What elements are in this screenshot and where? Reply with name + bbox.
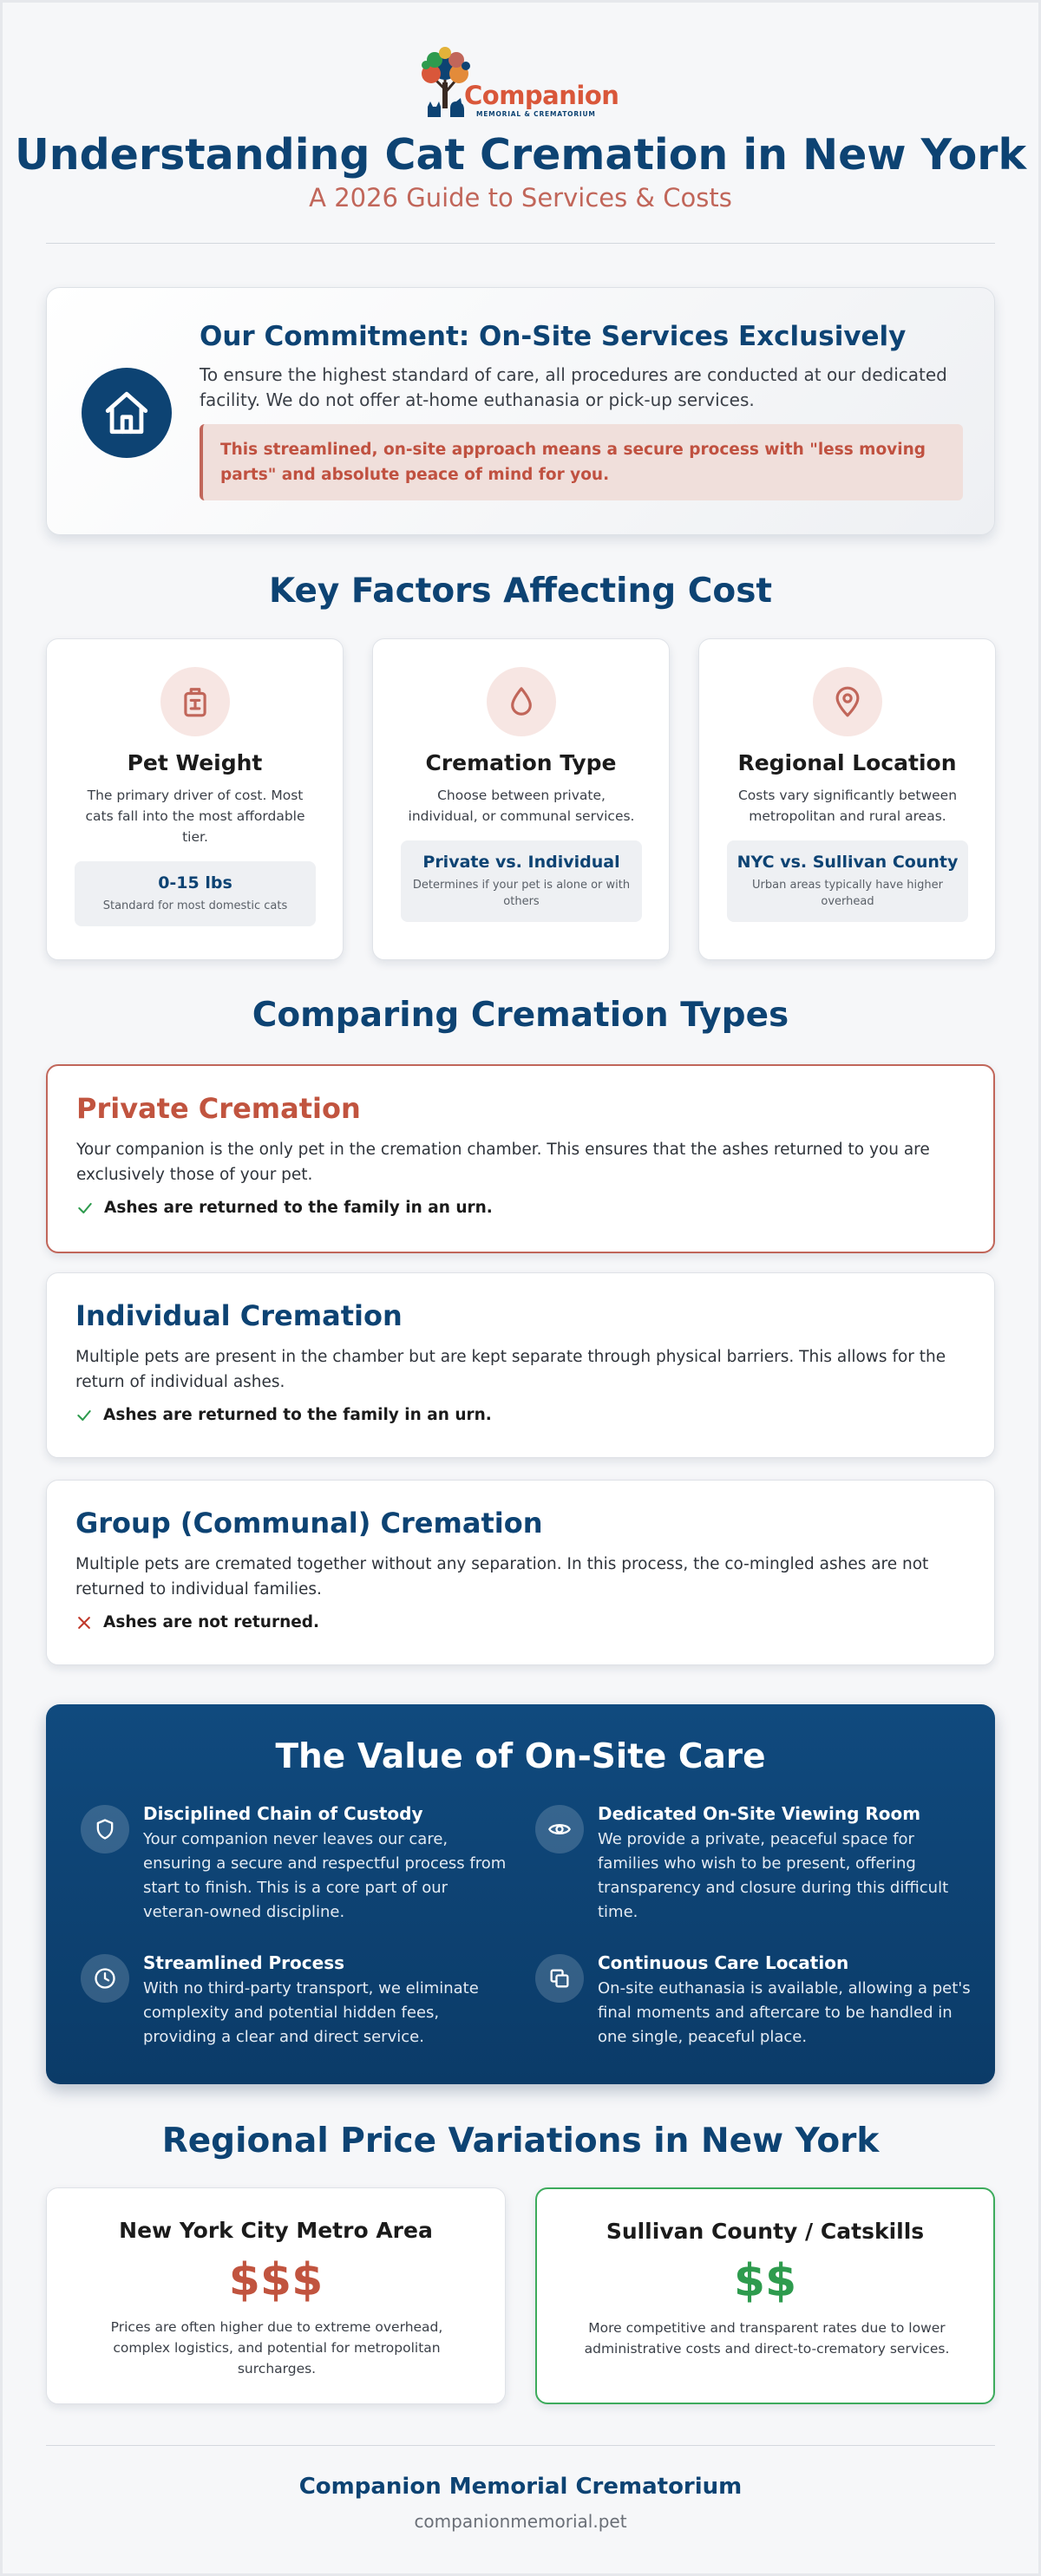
location-pin-icon [813,667,882,736]
factors-heading: Key Factors Affecting Cost [268,572,773,611]
cross-icon [75,1614,93,1631]
clock-icon [81,1954,129,2003]
divider [46,2445,995,2446]
check-icon [76,1200,94,1217]
check-icon [75,1407,93,1424]
type-title: Individual Cremation [75,1299,403,1332]
regional-heading: Regional Price Variations in New York [161,2122,880,2161]
type-note-text: Ashes are returned to the family in an urn. [103,1406,492,1424]
footer-company-name: Companion Memorial Crematorium [298,2474,743,2500]
factor-box-title: Private vs. Individual [422,853,620,872]
page-subtitle: A 2026 Guide to Services & Costs [309,183,732,212]
region-price: $$$ [228,2254,324,2306]
value-item-title: Dedicated On-Site Viewing Room [598,1803,921,1824]
type-title: Group (Communal) Cremation [75,1507,543,1540]
factor-card-location [698,638,996,960]
value-item-text: With no third-party transport, we eliminate complexity and potential hidden fees, providing a clear and direct service. [143,1979,479,2046]
factor-highlight-box [727,840,968,922]
factor-highlight-box [401,840,642,922]
factor-title: Pet Weight [127,750,263,775]
shield-icon [81,1805,129,1854]
type-title: Private Cremation [76,1092,361,1125]
footer-website-link[interactable]: companionmemorial.pet [414,2511,627,2532]
page-title: Understanding Cat Cremation in New York [14,130,1027,180]
type-note-text: Ashes are returned to the family in an urn. [104,1199,493,1217]
eye-icon [535,1805,584,1854]
copy-icon [535,1954,584,2003]
factor-card-type [372,638,670,960]
value-item-title: Streamlined Process [143,1952,345,1973]
type-note [75,1406,492,1424]
region-title: New York City Metro Area [119,2218,433,2243]
home-icon [82,368,172,458]
factor-box-text: Determines if your pet is alone or with others [412,879,631,908]
region-card-sullivan [535,2187,995,2404]
type-card-group [46,1480,995,1665]
factor-card-weight [46,638,344,960]
commitment-title: Our Commitment: On-Site Services Exclusively [200,321,907,352]
value-section [46,1704,995,2084]
divider [46,243,995,244]
flame-icon [487,667,556,736]
type-text: Multiple pets are present in the chamber but are kept separate through physical barriers. This allows for the return of individual ashes. [75,1348,946,1391]
value-item-title: Disciplined Chain of Custody [143,1803,423,1824]
type-note [75,1613,319,1631]
type-note [76,1199,493,1217]
region-text: Prices are often higher due to extreme overhead, complex logistics, and potential for metropolitan surcharges. [110,2319,443,2377]
types-heading: Comparing Cremation Types [252,996,789,1035]
region-text: More competitive and transparent rates due to lower administrative costs and direct-to-crematory services. [584,2320,950,2357]
type-note-text: Ashes are not returned. [103,1613,320,1631]
region-price: $$ [733,2255,797,2307]
type-card-private [46,1064,995,1253]
value-item-text: We provide a private, peaceful space for families who wish to be present, offering transparency and closure during this difficult time. [598,1830,949,1921]
commitment-quote: This streamlined, on-site approach means a secure process with "less moving parts" and absolute peace of mind for you. [200,424,963,500]
type-text: Multiple pets are cremated together without any separation. In this process, the co-mingled ashes are not returned to individual families. [75,1555,929,1599]
logo-wordmark: Companion [464,81,619,110]
value-item-text: On-site euthanasia is available, allowing a pet's final moments and aftercare to be handled in one single, peaceful place. [598,1979,971,2046]
scale-icon [160,667,230,736]
factor-text: The primary driver of cost. Most cats fall into the most affordable tier. [85,788,305,845]
factor-text: Costs vary significantly between metropolitan and rural areas. [737,788,958,824]
region-card-nyc [46,2187,506,2404]
factor-box-text: Urban areas typically have higher overhead [752,879,943,908]
logo-subtitle: MEMORIAL & CREMATORIUM [476,110,596,118]
value-heading: The Value of On-Site Care [275,1737,766,1776]
factor-box-title: 0-15 lbs [158,873,232,892]
brand-logo [416,44,632,121]
value-item-title: Continuous Care Location [598,1952,849,1973]
page [3,3,1038,2573]
factor-highlight-box [75,861,316,926]
type-text: Your companion is the only pet in the cremation chamber. This ensures that the ashes returned to you are exclusively those of your pet. [76,1141,930,1184]
commitment-card [46,287,995,535]
value-item-text: Your companion never leaves our care, ensuring a secure and respectful process from start to finish. This is a core part of our veteran-owned discipline. [143,1830,507,1921]
factor-text: Choose between private, individual, or communal services. [408,788,635,824]
factor-title: Cremation Type [425,750,617,775]
commitment-text: To ensure the highest standard of care, all procedures are conducted at our dedicated facility. We do not offer at-home euthanasia or pick-up services. [200,364,947,410]
factor-title: Regional Location [737,750,957,775]
region-title: Sullivan County / Catskills [606,2219,925,2244]
factor-box-text: Standard for most domestic cats [102,899,288,912]
factor-box-title: NYC vs. Sullivan County [737,853,959,872]
type-card-individual [46,1272,995,1458]
